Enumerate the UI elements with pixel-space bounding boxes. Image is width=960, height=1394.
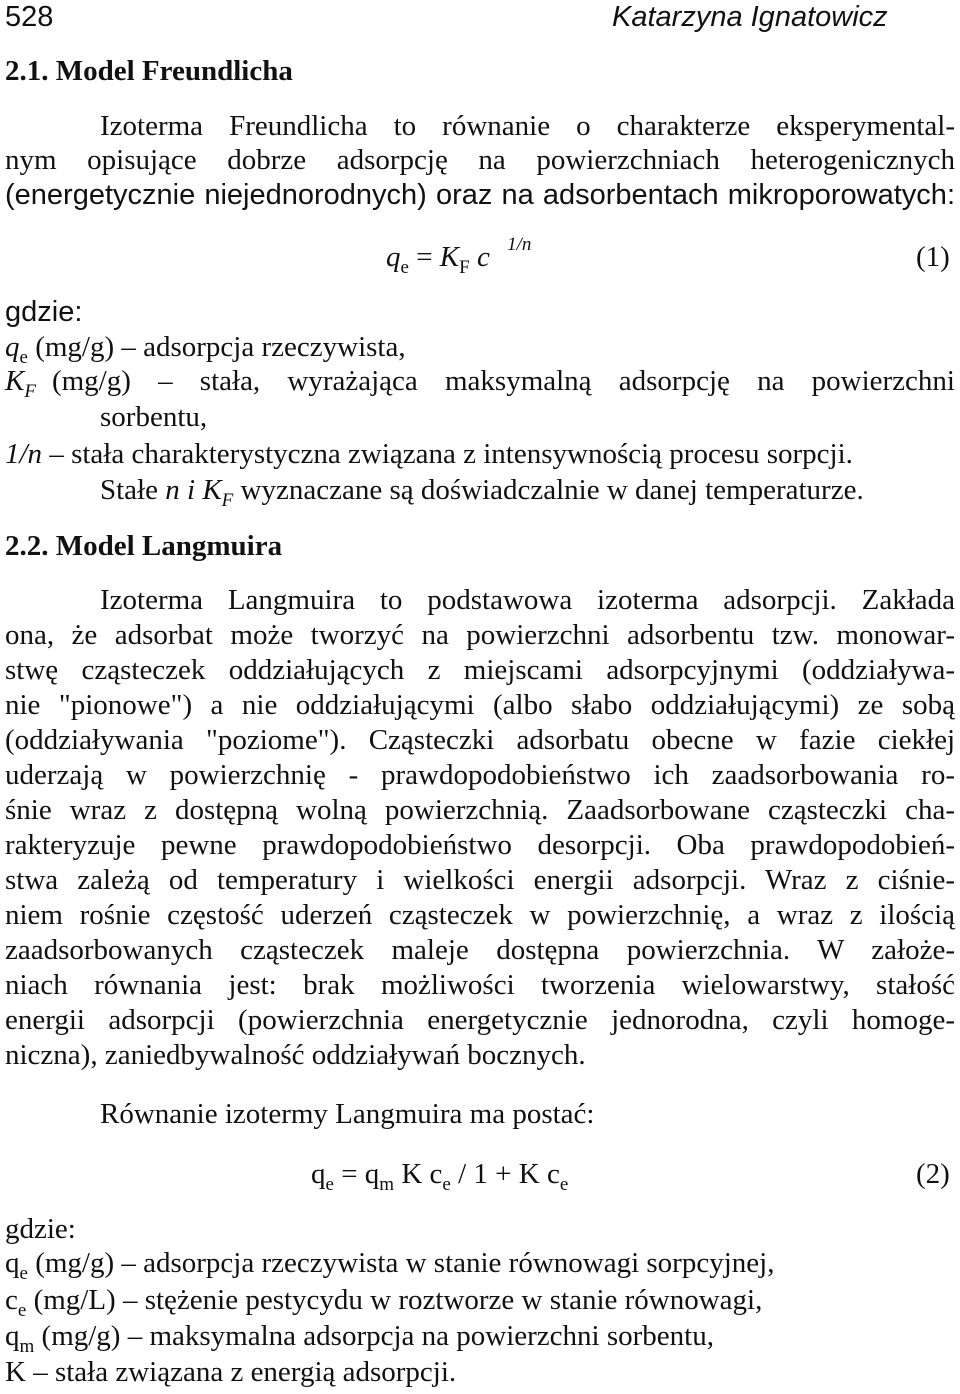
eq-sub-e: e bbox=[400, 256, 409, 278]
def-symbol: q bbox=[5, 331, 20, 363]
paragraph-line: (oddziaływania "poziome"). Cząsteczki adsorbatu obecne w fazie ciekłej bbox=[5, 724, 955, 756]
section-heading-freundlich: 2.1. Model Freundlicha bbox=[5, 55, 293, 87]
paragraph-line: śnie wraz z dostępną wolną powierzchnią. Zaadsorbowane cząsteczki cha- bbox=[5, 794, 955, 826]
equation-number-1: (1) bbox=[916, 241, 950, 273]
section-heading-langmuir: 2.2. Model Langmuira bbox=[5, 530, 283, 562]
definition-ce: $c_e$ (mg/L) – stężenie pestycydu w roztworze w stanie równowagi, bbox=[5, 1284, 763, 1321]
paragraph-line: niach równania jest: brak możliwości tworzenia wielowarstwy, stałość bbox=[5, 969, 955, 1001]
eq-sub-f: F bbox=[459, 256, 470, 278]
paragraph-line: nie "pionowe") a nie oddziałującymi (albo słabo oddziałującymi) ze sobą bbox=[5, 689, 955, 721]
equation-langmuir: $q_e = q_m$ K $c_e / 1 + K$ $c_e$ bbox=[311, 1158, 569, 1195]
def-symbol: K bbox=[5, 365, 25, 397]
eq-equals: = bbox=[408, 241, 440, 273]
definition-qe bbox=[5, 331, 406, 368]
definition-kf-continued: sorbentu, bbox=[100, 401, 208, 433]
paragraph-line: ona, że adsorbat może tworzyć na powierzchni adsorbentu tzw. monowar- bbox=[5, 619, 955, 651]
where-label: gdzie: bbox=[5, 296, 83, 328]
eq-exponent: 1/n bbox=[507, 234, 532, 255]
paragraph-line: niczna), zaniedbywalność oddziaływań bocznych. bbox=[5, 1039, 586, 1071]
def-text: (mg/g) – adsorpcja rzeczywista, bbox=[35, 331, 406, 363]
definition-1n bbox=[5, 440, 853, 469]
paragraph-line: Izoterma Freundlicha to równanie o charakterze eksperymental- bbox=[100, 110, 955, 142]
paragraph-line: zaadsorbowanych cząsteczek maleje dostępna powierzchnia. W założe- bbox=[5, 934, 955, 966]
def-sub: F bbox=[24, 380, 36, 402]
paragraph-line: energii adsorpcji (powierzchnia energetycznie jednorodna, czyli homoge- bbox=[5, 1004, 955, 1036]
def-text: – stała charakterystyczna związana z intensywnością procesu sorpcji. bbox=[49, 438, 853, 470]
equation-number-2: (2) bbox=[916, 1158, 950, 1190]
paragraph-line: Izoterma Langmuira to podstawowa izoterma adsorpcji. Zakłada bbox=[100, 584, 955, 616]
paragraph-line: (energetycznie niejednorodnych) oraz na adsorbentach mikroporowatych: bbox=[5, 179, 955, 211]
eq-symbol-q: q bbox=[386, 241, 401, 273]
paragraph-line: stwę cząsteczek oddziałujących z miejscami adsorpcyjnymi (oddziaływa- bbox=[5, 654, 955, 686]
langmuir-intro: Równanie izotermy Langmuira ma postać: bbox=[100, 1098, 595, 1130]
where-label: gdzie: bbox=[5, 1213, 76, 1245]
paragraph-line: nym opisujące dobrze adsorpcję na powierzchniach heterogenicznych bbox=[5, 144, 955, 176]
equation-freundlich bbox=[386, 234, 532, 278]
paragraph-line: stwa zależą od temperatury i wielkości energii adsorpcji. Wraz z ciśnie- bbox=[5, 864, 955, 896]
definition-qm: $q_m$ (mg/g) – maksymalna adsorpcja na powierzchni sorbentu, bbox=[5, 1320, 714, 1357]
definition-k: K – stała związana z energią adsorpcji. bbox=[5, 1356, 457, 1388]
page-number: 528 bbox=[5, 1, 54, 33]
paragraph-line: niem rośnie częstość uderzeń cząsteczek w powierzchnię, a wraz z ilością bbox=[5, 899, 955, 931]
paragraph-line: rakteryzuje pewne prawdopodobieństwo desorpcji. Oba prawdopodobień- bbox=[5, 829, 955, 861]
eq-symbol-c: c bbox=[476, 241, 490, 273]
paragraph-line: uderzają w powierzchnię - prawdopodobieństwo ich zaadsorbowania ro- bbox=[5, 759, 955, 791]
def-sub: e bbox=[19, 346, 28, 368]
definition-kf bbox=[5, 365, 955, 402]
running-author: Katarzyna Ignatowicz bbox=[612, 1, 888, 33]
constants-note: Stałe n i $K_F$ wyznaczane są doświadczalnie w danej temperaturze. bbox=[100, 474, 864, 511]
def-symbol: 1/n bbox=[5, 438, 43, 470]
eq-symbol-k: K bbox=[439, 241, 460, 273]
definition-qe-2: $q_e$ (mg/g) – adsorpcja rzeczywista w stanie równowagi sorpcyjnej, bbox=[5, 1247, 775, 1284]
def-text: (mg/g) – stała, wyrażająca maksymalną adsorpcję na powierzchni bbox=[51, 365, 955, 397]
